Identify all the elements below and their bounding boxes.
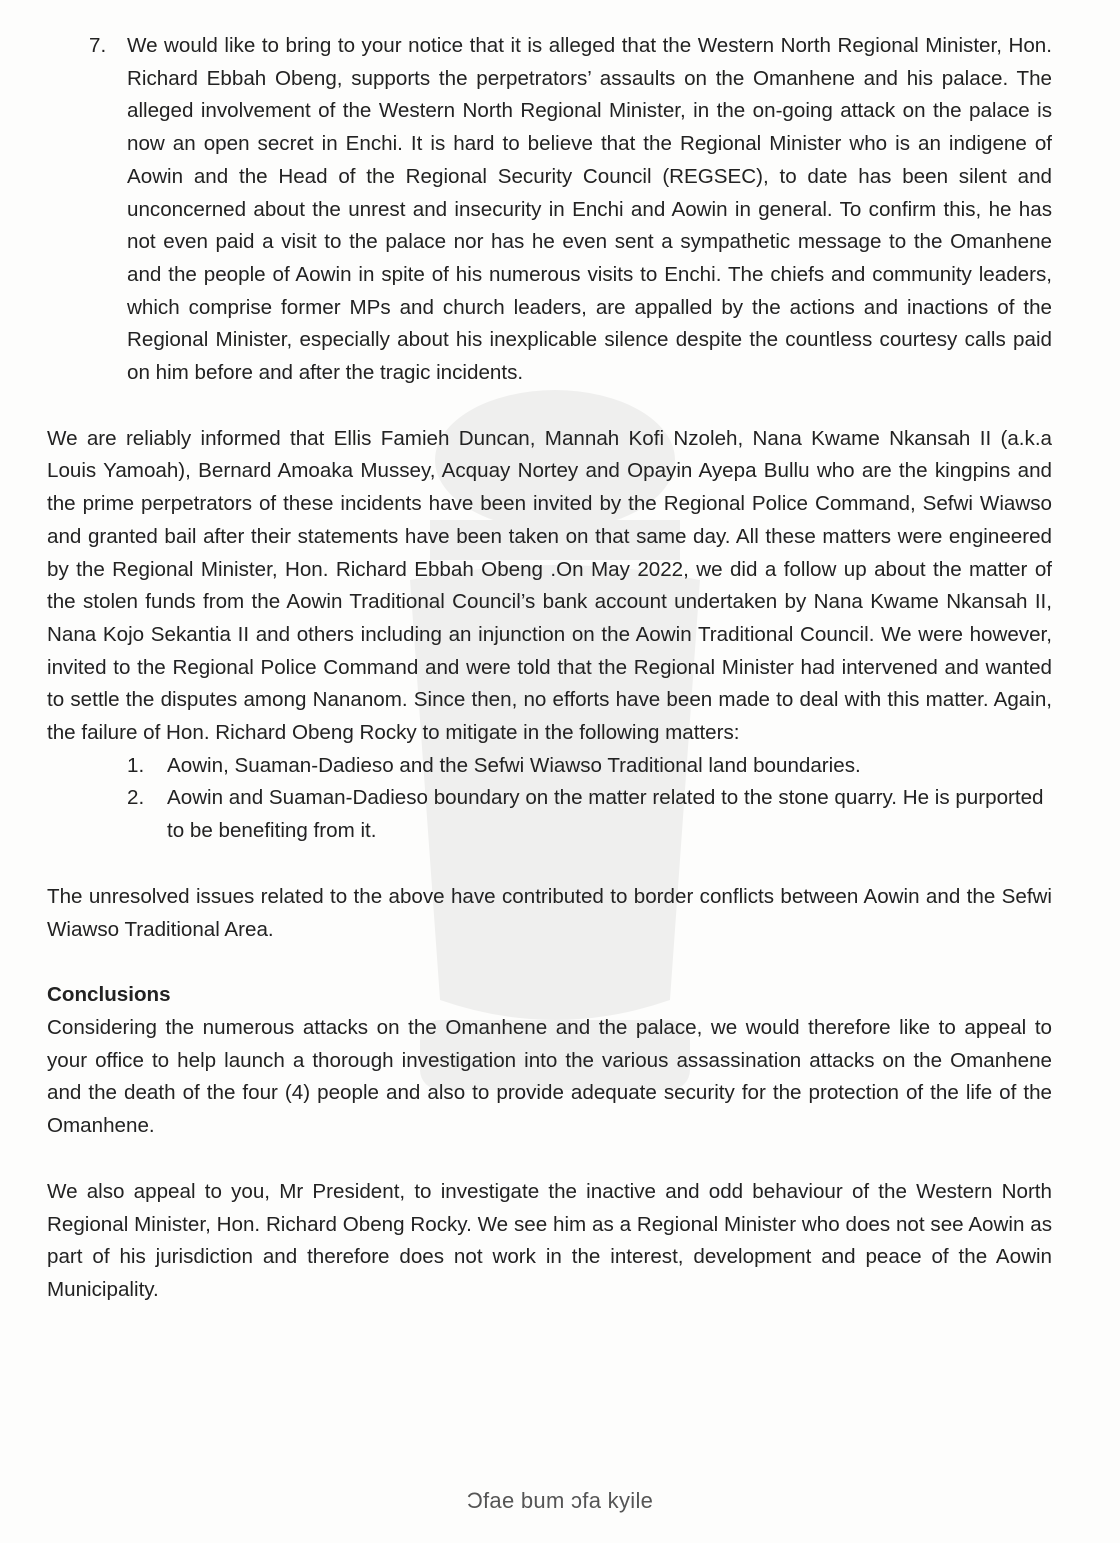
conclusions-paragraph-2: We also appeal to you, Mr President, to investigate the inactive and odd behaviour of the Western North Regional Minister, Hon. Richard Obeng Rocky. We see him as a Regional Minister who does not see Aowin as part of his jurisdiction and therefore does not work in the interest, development and peace of the Aowin Municipality. xyxy=(47,1179,1052,1301)
matters-list xyxy=(47,750,1052,848)
list-item xyxy=(47,782,1052,847)
conclusions-heading: Conclusions xyxy=(47,983,171,1007)
list-item-number: 2. xyxy=(127,786,145,810)
list-item xyxy=(47,750,1052,783)
item-number: 7. xyxy=(89,34,107,57)
letter-body xyxy=(47,30,1052,1307)
numbered-item-7 xyxy=(47,30,1052,390)
list-item-text: Aowin and Suaman-Dadieso boundary on the matter related to the stone quarry. He is purported to be benefiting from it. xyxy=(167,786,1044,843)
list-item-number: 1. xyxy=(127,753,145,777)
item-7-text: We would like to bring to your notice that it is alleged that the Western North Regional Minister, Hon. Richard Ebbah Obeng, supports the perpetrators’ assaults on the Omanhene and his palace. The alleged involvement of the Western North Regional Minister, in the on-going attack on the palace is now an open secret in Enchi. It is hard to believe that the Regional Minister who is an indigene of Aowin and the Head of the Regional Security Council (REGSEC), to date has been silent and unconcerned about the unrest and insecurity in Enchi and Aowin in general. To confirm this, he has not even paid a visit to the palace nor has he even sent a sympathetic message to the Omanhene and the people of Aowin in spite of his numerous visits to Enchi. The chiefs and community leaders, which comprise former MPs and church leaders, are appalled by the actions and inactions of the Regional Minister, especially about his inexplicable silence despite the countless courtesy calls paid on him before and after the tragic incidents. xyxy=(127,34,1052,385)
list-item-text: Aowin, Suaman-Dadieso and the Sefwi Wiawso Traditional land boundaries. xyxy=(167,753,861,777)
paragraph-reliably-informed: We are reliably informed that Ellis Famieh Duncan, Mannah Kofi Nzoleh, Nana Kwame Nkansah II (a.k.a Louis Yamoah), Bernard Amoaka Mussey, Acquay Nortey and Opayin Ayepa Bullu who are the kingpins and the prime perpetrators of these incidents have been invited by the Regional Police Command, Sefwi Wiawso and granted bail after their statements have been taken on that same day. All these matters were engineered by the Regional Minister, Hon. Richard Ebbah Obeng .On May 2022, we did a follow up about the matter of the stolen funds from the Aowin Traditional Council’s bank account undertaken by Nana Kwame Nkansah II, Nana Kojo Sekantia II and others including an injunction on the Aowin Traditional Council. We were however, invited to the Regional Police Command and were told that the Regional Minister had intervened and wanted to settle the disputes among Nananom. Since then, no efforts have been made to deal with this matter. Again, the failure of Hon. Richard Obeng Rocky to mitigate in the following matters: xyxy=(47,426,1052,745)
paragraph-unresolved-issues: The unresolved issues related to the above have contributed to border conflicts between Aowin and the Sefwi Wiawso Traditional Area. xyxy=(47,884,1052,941)
conclusions-paragraph-1: Considering the numerous attacks on the Omanhene and the palace, we would therefore like to appeal to your office to help launch a thorough investigation into the various assassination attacks on the Omanhene and the death of the four (4) people and also to provide adequate security for the protection of the life of the Omanhene. xyxy=(47,1015,1052,1138)
footer-motto: Ɔfae bum ɔfa kyile xyxy=(466,1488,654,1513)
